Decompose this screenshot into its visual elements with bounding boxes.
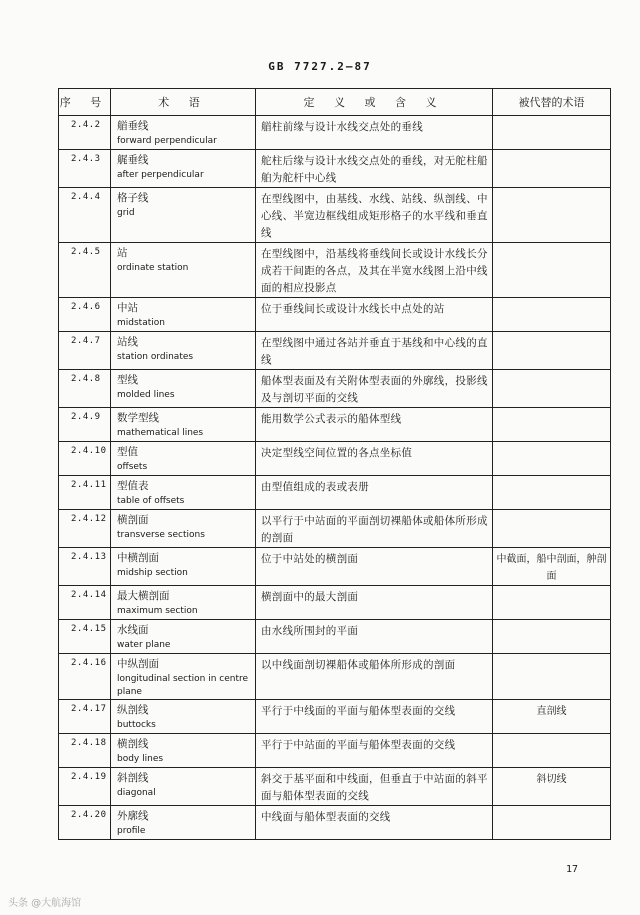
row-number-cell xyxy=(59,332,111,370)
replaced-term-text xyxy=(493,620,610,623)
definition-cell xyxy=(256,476,493,510)
term-cell xyxy=(111,734,256,768)
row-number: 2.4.20 xyxy=(71,810,107,820)
replaced-term-cell xyxy=(493,442,611,476)
term-english: buttocks xyxy=(117,720,156,730)
replaced-term-cell xyxy=(493,370,611,408)
term-cell xyxy=(111,243,256,298)
replaced-term-text xyxy=(493,654,610,657)
row-number-cell xyxy=(59,620,111,654)
table-row xyxy=(59,442,611,476)
row-number-cell xyxy=(59,442,111,476)
definition-text: 平行于中线面的平面与船体型表面的交线 xyxy=(261,705,456,717)
definition-text: 位于中站处的横剖面 xyxy=(261,553,359,565)
definition-text: 位于垂线间长或设计水线长中点处的站 xyxy=(261,303,445,315)
term-english: profile xyxy=(117,826,146,836)
replaced-term-text xyxy=(493,116,610,119)
term-chinese: 数学型线 xyxy=(117,412,159,424)
definition-cell xyxy=(256,370,493,408)
definition-cell xyxy=(256,298,493,332)
term-english: transverse sections xyxy=(117,530,205,540)
row-number: 2.4.10 xyxy=(71,446,107,456)
replaced-term-cell xyxy=(493,188,611,243)
row-number: 2.4.7 xyxy=(71,336,101,346)
table-row xyxy=(59,700,611,734)
replaced-term-cell xyxy=(493,476,611,510)
term-cell xyxy=(111,586,256,620)
term-cell xyxy=(111,806,256,840)
row-number-cell xyxy=(59,768,111,806)
definition-cell xyxy=(256,116,493,150)
term-chinese: 型值 xyxy=(117,446,138,458)
definition-text: 由水线所围封的平面 xyxy=(261,625,359,637)
definition-text: 在型线图中通过各站并垂直于基线和中心线的直线 xyxy=(261,337,488,366)
table-row xyxy=(59,548,611,586)
table-header-row xyxy=(59,89,611,116)
term-english: mathematical lines xyxy=(117,428,204,438)
term-cell xyxy=(111,332,256,370)
term-chinese: 艏垂线 xyxy=(117,120,149,132)
row-number: 2.4.18 xyxy=(71,738,107,748)
row-number: 2.4.8 xyxy=(71,374,101,384)
term-english: offsets xyxy=(117,462,148,472)
replaced-term-cell xyxy=(493,654,611,700)
replaced-term-text xyxy=(493,243,610,246)
table-row xyxy=(59,734,611,768)
row-number: 2.4.17 xyxy=(71,704,107,714)
replaced-term-cell xyxy=(493,586,611,620)
term-chinese: 外廓线 xyxy=(117,810,149,822)
replaced-term-cell xyxy=(493,806,611,840)
replaced-term-cell xyxy=(493,332,611,370)
replaced-term-text xyxy=(493,150,610,153)
term-cell xyxy=(111,408,256,442)
definition-text: 舵柱后缘与设计水线交点处的垂线，对无舵柱船舶为舵杆中心线 xyxy=(261,155,488,184)
terms-table xyxy=(58,88,611,840)
term-chinese: 斜剖线 xyxy=(117,772,149,784)
term-cell xyxy=(111,620,256,654)
row-number: 2.4.4 xyxy=(71,192,101,202)
definition-cell xyxy=(256,150,493,188)
row-number: 2.4.16 xyxy=(71,658,107,668)
term-chinese: 中纵剖面 xyxy=(117,658,159,670)
term-cell xyxy=(111,768,256,806)
term-english: table of offsets xyxy=(117,496,185,506)
row-number-cell xyxy=(59,654,111,700)
term-chinese: 艉垂线 xyxy=(117,154,149,166)
col-header-term: 术 语 xyxy=(111,89,256,116)
table-row xyxy=(59,654,611,700)
replaced-term-cell xyxy=(493,408,611,442)
table-row xyxy=(59,806,611,840)
row-number-cell xyxy=(59,408,111,442)
row-number: 2.4.14 xyxy=(71,590,107,600)
term-chinese: 站 xyxy=(117,247,128,259)
replaced-term-cell xyxy=(493,116,611,150)
row-number: 2.4.19 xyxy=(71,772,107,782)
replaced-term-cell xyxy=(493,150,611,188)
term-english: longitudinal section in centre plane xyxy=(117,674,249,697)
definition-cell xyxy=(256,548,493,586)
replaced-term-cell xyxy=(493,768,611,806)
row-number: 2.4.3 xyxy=(71,154,101,164)
definition-cell xyxy=(256,408,493,442)
row-number-cell xyxy=(59,510,111,548)
standard-code-header: GB 7727.2—87 xyxy=(268,60,372,73)
replaced-term-text xyxy=(493,442,610,445)
row-number-cell xyxy=(59,188,111,243)
term-cell xyxy=(111,548,256,586)
replaced-term-text xyxy=(493,408,610,411)
definition-cell xyxy=(256,586,493,620)
term-cell xyxy=(111,150,256,188)
term-english: molded lines xyxy=(117,390,175,400)
page-number: 17 xyxy=(565,864,578,875)
definition-cell xyxy=(256,442,493,476)
term-english: body lines xyxy=(117,754,164,764)
replaced-term-cell xyxy=(493,734,611,768)
term-chinese: 水线面 xyxy=(117,624,149,636)
col-header-replaced: 被代替的术语 xyxy=(493,89,611,116)
definition-cell xyxy=(256,734,493,768)
term-cell xyxy=(111,188,256,243)
table-row xyxy=(59,150,611,188)
table-row xyxy=(59,298,611,332)
replaced-term-text: 直剖线 xyxy=(536,706,567,717)
definition-cell xyxy=(256,700,493,734)
row-number-cell xyxy=(59,700,111,734)
table-row xyxy=(59,620,611,654)
row-number-cell xyxy=(59,586,111,620)
term-chinese: 中站 xyxy=(117,302,138,314)
replaced-term-text xyxy=(493,586,610,589)
table-row xyxy=(59,332,611,370)
definition-cell xyxy=(256,806,493,840)
definition-cell xyxy=(256,768,493,806)
replaced-term-cell xyxy=(493,298,611,332)
table-row xyxy=(59,116,611,150)
row-number: 2.4.11 xyxy=(71,480,107,490)
table-row xyxy=(59,768,611,806)
term-chinese: 格子线 xyxy=(117,192,149,204)
replaced-term-cell xyxy=(493,620,611,654)
replaced-term-text: 中截面，船中剖面，舯剖面 xyxy=(496,554,607,582)
definition-cell xyxy=(256,510,493,548)
term-chinese: 站线 xyxy=(117,336,138,348)
term-cell xyxy=(111,116,256,150)
row-number-cell xyxy=(59,150,111,188)
row-number-cell xyxy=(59,243,111,298)
term-english: midstation xyxy=(117,318,165,328)
definition-cell xyxy=(256,332,493,370)
table-row xyxy=(59,476,611,510)
replaced-term-cell xyxy=(493,243,611,298)
definition-cell xyxy=(256,654,493,700)
col-header-number: 序 号 xyxy=(59,89,111,116)
definition-text: 斜交于基平面和中线面，但垂直于中站面的斜平面与船体型表面的交线 xyxy=(261,773,488,802)
row-number: 2.4.6 xyxy=(71,302,101,312)
term-chinese: 纵剖线 xyxy=(117,704,149,716)
table-row xyxy=(59,188,611,243)
row-number: 2.4.12 xyxy=(71,514,107,524)
definition-text: 以平行于中站面的平面剖切裸船体或船体所形成的剖面 xyxy=(261,515,488,544)
row-number-cell xyxy=(59,476,111,510)
replaced-term-text xyxy=(493,298,610,301)
table-row xyxy=(59,510,611,548)
row-number-cell xyxy=(59,734,111,768)
row-number: 2.4.13 xyxy=(71,552,107,562)
term-english: after perpendicular xyxy=(117,170,204,180)
row-number-cell xyxy=(59,116,111,150)
term-cell xyxy=(111,476,256,510)
definition-text: 在型线图中，由基线、水线、站线、纵剖线、中心线、半宽边框线组成矩形格子的水平线和垂直线 xyxy=(261,193,488,239)
definition-cell xyxy=(256,188,493,243)
row-number-cell xyxy=(59,806,111,840)
term-chinese: 中横剖面 xyxy=(117,552,159,564)
term-english: midship section xyxy=(117,568,188,578)
definition-text: 能用数学公式表示的船体型线 xyxy=(261,413,402,425)
term-english: maximum section xyxy=(117,606,198,616)
definition-cell xyxy=(256,620,493,654)
term-cell xyxy=(111,700,256,734)
replaced-term-cell xyxy=(493,510,611,548)
definition-text: 船体型表面及有关附体型表面的外廓线，投影线及与剖切平面的交线 xyxy=(261,375,488,404)
term-english: ordinate station xyxy=(117,263,189,273)
table-row xyxy=(59,408,611,442)
row-number: 2.4.5 xyxy=(71,247,101,257)
row-number: 2.4.15 xyxy=(71,624,107,634)
table-row xyxy=(59,243,611,298)
term-cell xyxy=(111,442,256,476)
term-chinese: 型线 xyxy=(117,374,138,386)
term-english: water plane xyxy=(117,640,171,650)
definition-text: 中线面与船体型表面的交线 xyxy=(261,811,391,823)
col-header-definition: 定 义 或 含 义 xyxy=(256,89,493,116)
replaced-term-cell xyxy=(493,548,611,586)
replaced-term-cell xyxy=(493,700,611,734)
watermark: 头条 @大航海馆 xyxy=(8,898,82,909)
row-number-cell xyxy=(59,370,111,408)
table-row xyxy=(59,370,611,408)
definition-cell xyxy=(256,243,493,298)
term-chinese: 横剖线 xyxy=(117,738,149,750)
term-chinese: 型值表 xyxy=(117,480,149,492)
replaced-term-text xyxy=(493,734,610,737)
definition-text: 决定型线空间位置的各点坐标值 xyxy=(261,447,413,459)
replaced-term-text xyxy=(493,332,610,335)
replaced-term-text: 斜切线 xyxy=(536,774,567,785)
replaced-term-text xyxy=(493,188,610,191)
definition-text: 以中线面剖切裸船体或船体所形成的剖面 xyxy=(261,659,456,671)
definition-text: 艏柱前缘与设计水线交点处的垂线 xyxy=(261,121,423,133)
replaced-term-text xyxy=(493,510,610,513)
term-cell xyxy=(111,298,256,332)
replaced-term-text xyxy=(493,476,610,479)
row-number: 2.4.9 xyxy=(71,412,101,422)
term-english: grid xyxy=(117,208,135,218)
row-number: 2.4.2 xyxy=(71,120,101,130)
term-english: diagonal xyxy=(117,788,156,798)
replaced-term-text xyxy=(493,806,610,809)
table-row xyxy=(59,586,611,620)
term-cell xyxy=(111,654,256,700)
term-english: station ordinates xyxy=(117,352,194,362)
definition-text: 横剖面中的最大剖面 xyxy=(261,591,359,603)
row-number-cell xyxy=(59,298,111,332)
term-cell xyxy=(111,510,256,548)
term-cell xyxy=(111,370,256,408)
definition-text: 在型线图中，沿基线将垂线间长或设计水线长分成若干间距的各点，及其在半宽水线图上沿中线面的相应投影点 xyxy=(261,248,488,294)
term-english: forward perpendicular xyxy=(117,136,217,146)
term-chinese: 最大横剖面 xyxy=(117,590,170,602)
replaced-term-text xyxy=(493,370,610,373)
term-chinese: 横剖面 xyxy=(117,514,149,526)
row-number-cell xyxy=(59,548,111,586)
definition-text: 由型值组成的表或表册 xyxy=(261,481,369,493)
definition-text: 平行于中站面的平面与船体型表面的交线 xyxy=(261,739,456,751)
